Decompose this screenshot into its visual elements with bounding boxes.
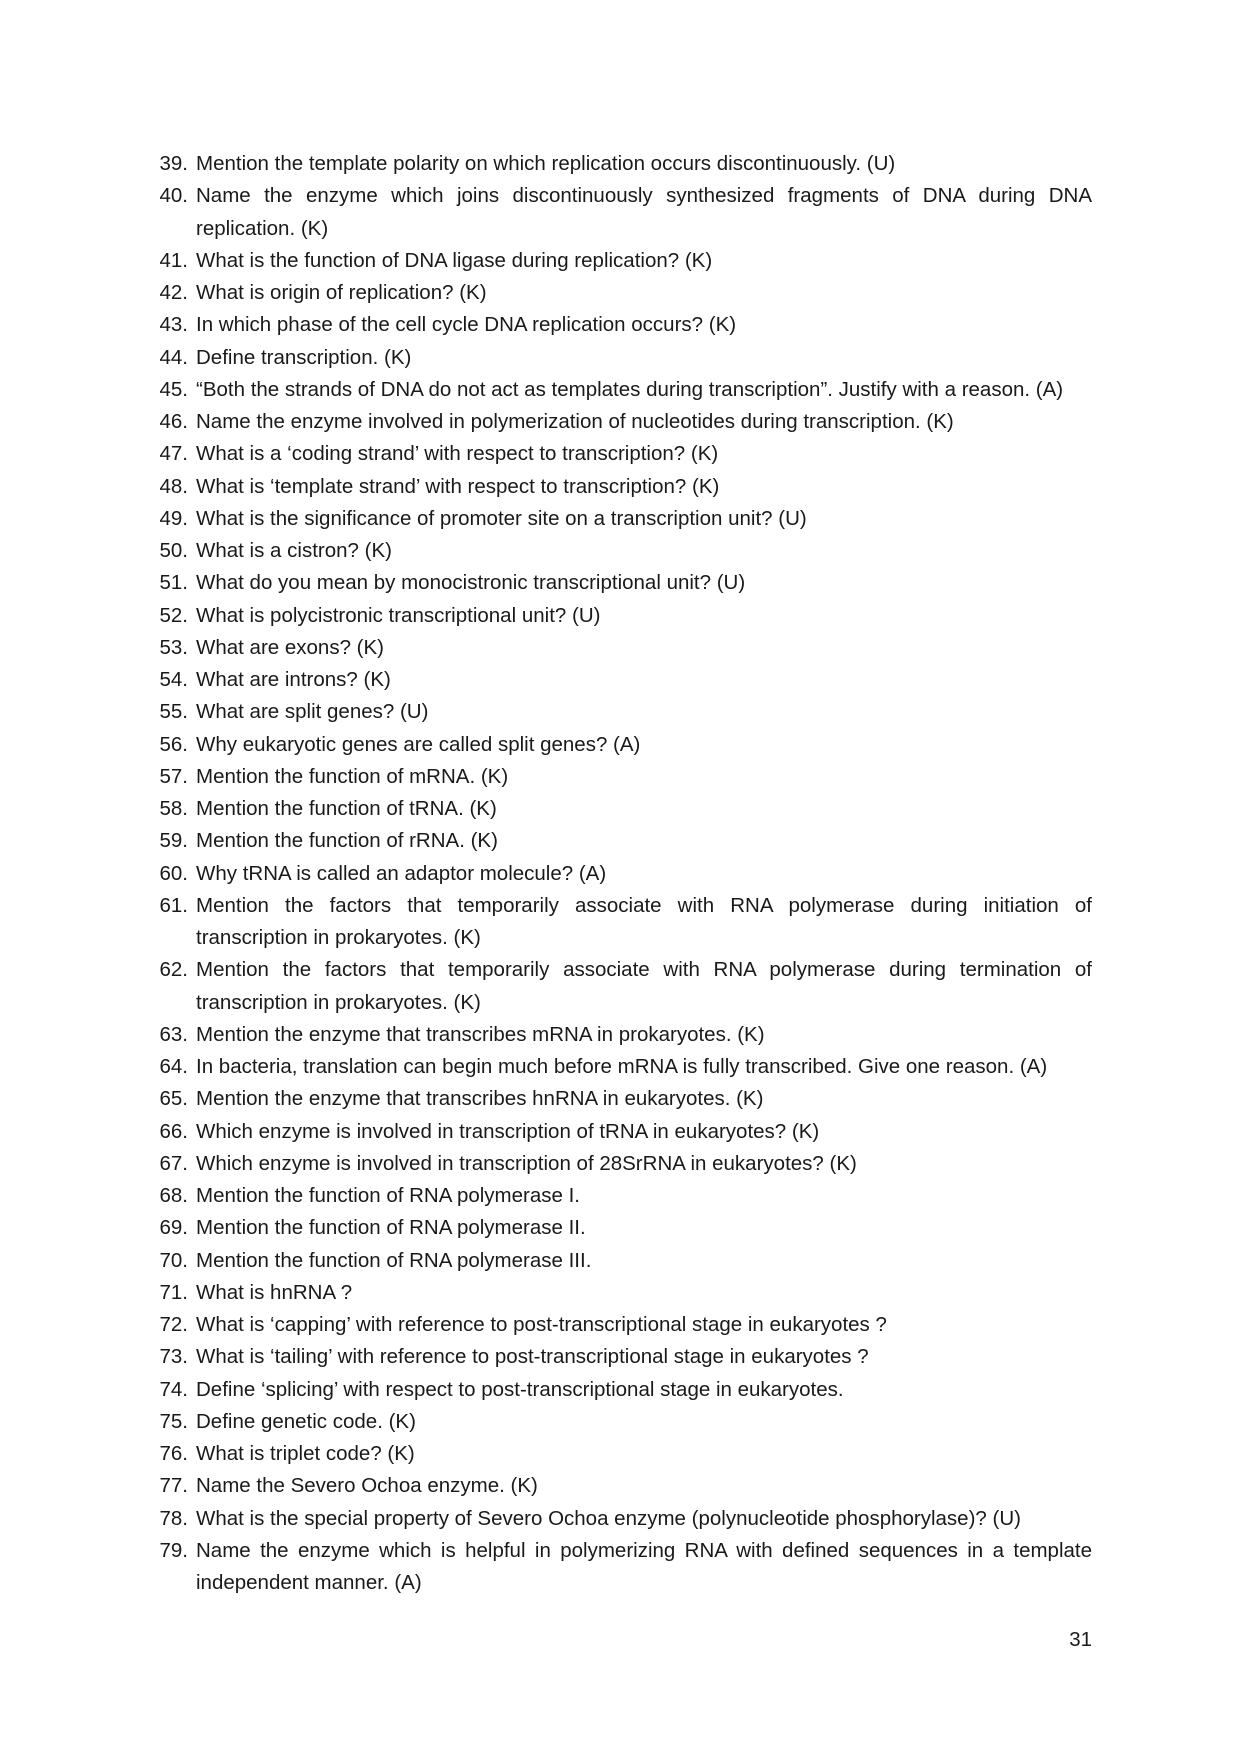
question-text: What are introns? (K)	[196, 668, 391, 691]
question-text: In which phase of the cell cycle DNA replication occurs? (K)	[196, 313, 737, 337]
question-item	[148, 277, 1092, 309]
question-item	[148, 471, 1092, 503]
question-number: 52.	[159, 603, 188, 627]
question-item	[148, 374, 1092, 406]
question-number: 58.	[159, 797, 188, 820]
question-text: Which enzyme is involved in transcription of 28SrRNA in eukaryotes? (K)	[196, 1151, 857, 1175]
question-text: Mention the function of RNA polymerase II.	[196, 1216, 586, 1240]
question-item	[148, 567, 1092, 599]
question-item	[148, 761, 1092, 793]
question-number: 70.	[159, 1248, 188, 1272]
question-item	[148, 664, 1092, 696]
question-item	[148, 535, 1092, 567]
question-text: What are exons? (K)	[196, 635, 384, 659]
question-item	[148, 1180, 1092, 1212]
question-text: What do you mean by monocistronic transcriptional unit? (U)	[196, 571, 746, 595]
question-number: 75.	[159, 1409, 188, 1433]
question-number: 51.	[159, 571, 188, 595]
question-item	[148, 632, 1092, 664]
question-text: Mention the enzyme that transcribes mRNA in prokaryotes. (K)	[196, 1022, 765, 1046]
question-item	[148, 1535, 1092, 1600]
question-text: Mention the enzyme that transcribes hnRNA in eukaryotes. (K)	[196, 1087, 764, 1111]
question-item	[148, 1212, 1092, 1244]
question-item	[148, 1470, 1092, 1502]
question-number: 61.	[159, 893, 188, 917]
question-item	[148, 825, 1092, 857]
question-item	[148, 148, 1092, 180]
question-text: Mention the template polarity on which replication occurs discontinuously. (U)	[196, 152, 896, 175]
question-item	[148, 729, 1092, 761]
question-number: 47.	[159, 442, 188, 466]
question-number: 73.	[159, 1345, 188, 1369]
question-number: 63.	[159, 1022, 188, 1046]
question-number: 56.	[159, 732, 188, 756]
question-number: 66.	[159, 1119, 188, 1143]
question-number: 65.	[159, 1087, 188, 1111]
question-number: 43.	[159, 313, 188, 337]
question-text: What is the function of DNA ligase during replication? (K)	[196, 248, 713, 272]
question-number: 64.	[159, 1055, 188, 1078]
question-item	[148, 1438, 1092, 1470]
question-number: 57.	[159, 764, 188, 788]
question-text: What is origin of replication? (K)	[196, 281, 487, 304]
question-number: 45.	[159, 377, 188, 401]
question-number: 48.	[159, 474, 188, 498]
question-text: Why tRNA is called an adaptor molecule? (A)	[196, 861, 607, 885]
question-text: Name the enzyme which joins discontinuously synthesized fragments of DNA during DNA replication. (K)	[196, 184, 1092, 240]
question-number: 78.	[159, 1506, 188, 1530]
question-text: Name the enzyme which is helpful in polymerizing RNA with defined sequences in a template independent manner. (A)	[196, 1538, 1092, 1594]
question-text: Define genetic code. (K)	[196, 1409, 416, 1433]
question-item	[148, 438, 1092, 470]
question-item	[148, 342, 1092, 374]
question-number: 60.	[159, 861, 188, 885]
question-number: 40.	[159, 184, 188, 208]
question-item	[148, 245, 1092, 277]
question-text: “Both the strands of DNA do not act as templates during transcription”. Justify with a reason. (A)	[196, 377, 1064, 401]
question-number: 76.	[159, 1442, 188, 1465]
question-item	[148, 858, 1092, 890]
question-number: 53.	[159, 635, 188, 659]
question-text: Mention the function of mRNA. (K)	[196, 764, 509, 788]
question-number: 49.	[159, 506, 188, 530]
question-text: Name the enzyme involved in polymerization of nucleotides during transcription. (K)	[196, 410, 954, 433]
question-item	[148, 1277, 1092, 1309]
question-item	[148, 180, 1092, 245]
question-number: 77.	[159, 1474, 188, 1498]
question-number: 54.	[159, 668, 188, 691]
question-text: What is ‘capping’ with reference to post-transcriptional stage in eukaryotes ?	[196, 1313, 887, 1336]
question-text: What is polycistronic transcriptional unit? (U)	[196, 603, 601, 627]
question-text: What is the special property of Severo Ochoa enzyme (polynucleotide phosphorylase)? (U)	[196, 1506, 1021, 1530]
question-text: Mention the factors that temporarily associate with RNA polymerase during initiation of transcription in prokaryotes. (K)	[196, 893, 1092, 949]
question-item	[148, 309, 1092, 341]
question-number: 50.	[159, 539, 188, 562]
question-text: Name the Severo Ochoa enzyme. (K)	[196, 1474, 538, 1498]
question-text: Which enzyme is involved in transcription of tRNA in eukaryotes? (K)	[196, 1119, 820, 1143]
question-number: 67.	[159, 1151, 188, 1175]
question-item	[148, 1503, 1092, 1535]
question-number: 46.	[159, 410, 188, 433]
question-text: What are split genes? (U)	[196, 700, 429, 724]
question-text: Why eukaryotic genes are called split genes? (A)	[196, 732, 641, 756]
question-number: 41.	[159, 248, 188, 272]
question-item	[148, 1245, 1092, 1277]
question-text: What is hnRNA ?	[196, 1280, 353, 1304]
question-text: Define ‘splicing’ with respect to post-transcriptional stage in eukaryotes.	[196, 1377, 844, 1401]
question-number: 42.	[159, 281, 188, 304]
question-item	[148, 1309, 1092, 1341]
question-text: Mention the function of tRNA. (K)	[196, 797, 497, 820]
page-number: 31	[1069, 1628, 1092, 1651]
question-number: 68.	[159, 1184, 188, 1207]
question-item	[148, 696, 1092, 728]
question-text: Mention the function of RNA polymerase III.	[196, 1248, 592, 1272]
question-number: 74.	[159, 1377, 188, 1401]
question-text: Mention the function of rRNA. (K)	[196, 829, 498, 853]
question-item	[148, 954, 1092, 1019]
question-text: Mention the factors that temporarily associate with RNA polymerase during termination of transcription in prokaryotes. (K)	[196, 958, 1092, 1014]
question-item	[148, 793, 1092, 825]
question-text: What is a cistron? (K)	[196, 539, 392, 562]
question-item	[148, 600, 1092, 632]
question-item	[148, 1341, 1092, 1373]
question-text: Define transcription. (K)	[196, 345, 412, 369]
question-number: 69.	[159, 1216, 188, 1240]
question-item	[148, 503, 1092, 535]
question-list	[148, 148, 1092, 1599]
question-text: What is ‘template strand’ with respect to transcription? (K)	[196, 474, 720, 498]
question-text: In bacteria, translation can begin much before mRNA is fully transcribed. Give one reason. (A)	[196, 1055, 1048, 1078]
question-number: 59.	[159, 829, 188, 853]
question-item	[148, 1116, 1092, 1148]
question-number: 62.	[159, 958, 188, 982]
question-number: 72.	[159, 1313, 188, 1336]
question-item	[148, 1051, 1092, 1083]
question-text: What is triplet code? (K)	[196, 1442, 415, 1465]
question-text: What is a ‘coding strand’ with respect to transcription? (K)	[196, 442, 719, 466]
question-item	[148, 1019, 1092, 1051]
question-number: 79.	[159, 1538, 188, 1562]
question-text: What is ‘tailing’ with reference to post-transcriptional stage in eukaryotes ?	[196, 1345, 869, 1369]
question-item	[148, 1148, 1092, 1180]
question-number: 71.	[159, 1280, 188, 1304]
question-number: 39.	[159, 152, 188, 175]
question-item	[148, 890, 1092, 955]
question-number: 55.	[159, 700, 188, 724]
question-item	[148, 406, 1092, 438]
question-item	[148, 1406, 1092, 1438]
question-text: What is the significance of promoter site on a transcription unit? (U)	[196, 506, 807, 530]
question-item	[148, 1374, 1092, 1406]
question-text: Mention the function of RNA polymerase I.	[196, 1184, 581, 1207]
question-item	[148, 1083, 1092, 1115]
question-number: 44.	[159, 345, 188, 369]
